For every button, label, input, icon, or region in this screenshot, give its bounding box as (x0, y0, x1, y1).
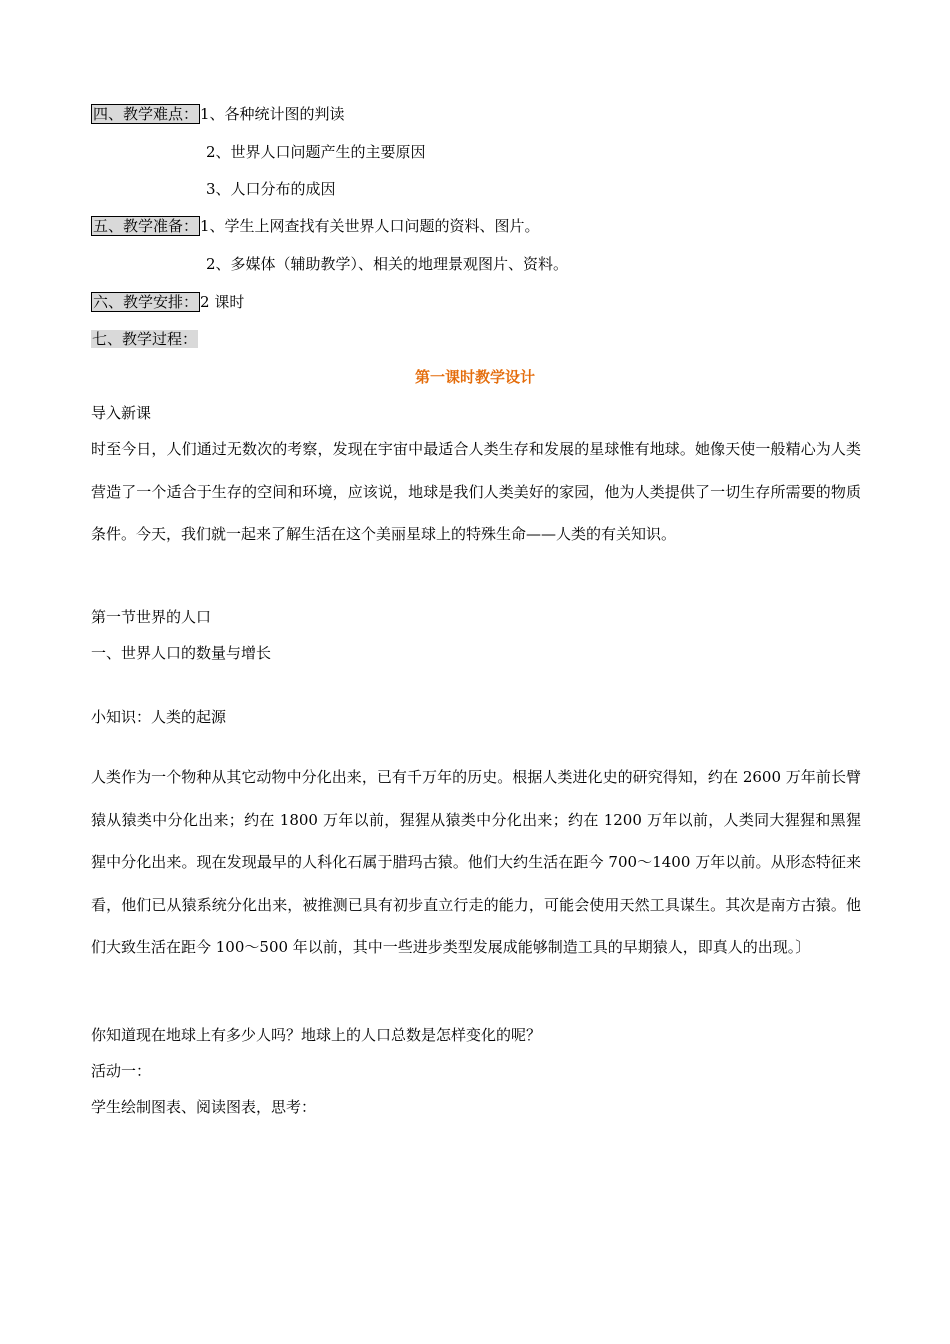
difficulties-row (91, 104, 345, 124)
lesson-title: 第一课时教学设计 (414, 368, 535, 386)
schedule-label: 六、教学安排： (93, 293, 199, 311)
preparation-row (91, 216, 540, 236)
intro-paragraph: 时至今日，人们通过无数次的考察，发现在宇宙中最适合人类生存和发展的星球惟有地球。她像天使一般精心为人类营造了一个适合于生存的空间和环境，应该说，地球是我们人类美好的家园，他为人类提供了一切生存所需要的物质条件。今天，我们就一起来了解生活在这个美丽星球上的特殊生命——人类的有关知识。 (91, 440, 861, 543)
schedule-value: 2 课时 (200, 293, 245, 311)
schedule-row (91, 292, 244, 312)
preparation-label: 五、教学准备： (93, 217, 199, 235)
difficulty-item-2: 2、世界人口问题产生的主要原因 (206, 143, 426, 161)
intro-heading: 导入新课 (91, 404, 152, 422)
activity-heading: 活动一： (91, 1062, 152, 1080)
process-row (91, 329, 198, 349)
process-label: 七、教学过程： (92, 330, 198, 348)
difficulty-item-1: 1、各种统计图的判读 (200, 105, 345, 123)
preparation-item-2: 2、多媒体（辅助教学）、相关的地理景观图片、资料。 (206, 255, 569, 273)
sub-heading: 一、世界人口的数量与增长 (91, 644, 272, 662)
preparation-item-1: 1、学生上网查找有关世界人口问题的资料、图片。 (200, 217, 540, 235)
knowledge-paragraph: 人类作为一个物种从其它动物中分化出来，已有千万年的历史。根据人类进化史的研究得知，约在 2600 万年前长臂猿从猿类中分化出来；约在 1800 万年以前，猩猩从猿类中分化出来；约在 1200 万年以前，人类同大猩猩和黑猩猩中分化出来。现在发现最早的人科化石属于腊玛古猿。他们大约生活在距今 700～1400 万年以前。从形态特征来看，他们已从猿系统分化出来，被推测已具有初步直立行走的能力，可能会使用天然工具谋生。其次是南方古猿。他们大致生活在距今 100～500 年以前，其中一些进步类型发展成能够制造工具的早期猿人，即真人的出现。〕 (91, 768, 861, 956)
section-heading: 第一节世界的人口 (91, 608, 212, 626)
difficulty-item-3: 3、人口分布的成因 (206, 180, 336, 198)
knowledge-heading: 小知识：人类的起源 (91, 708, 227, 726)
activity-text: 学生绘制图表、阅读图表，思考： (91, 1098, 317, 1116)
difficulties-label: 四、教学难点： (93, 105, 199, 123)
question-text: 你知道现在地球上有多少人吗？地球上的人口总数是怎样变化的呢？ (91, 1026, 542, 1044)
